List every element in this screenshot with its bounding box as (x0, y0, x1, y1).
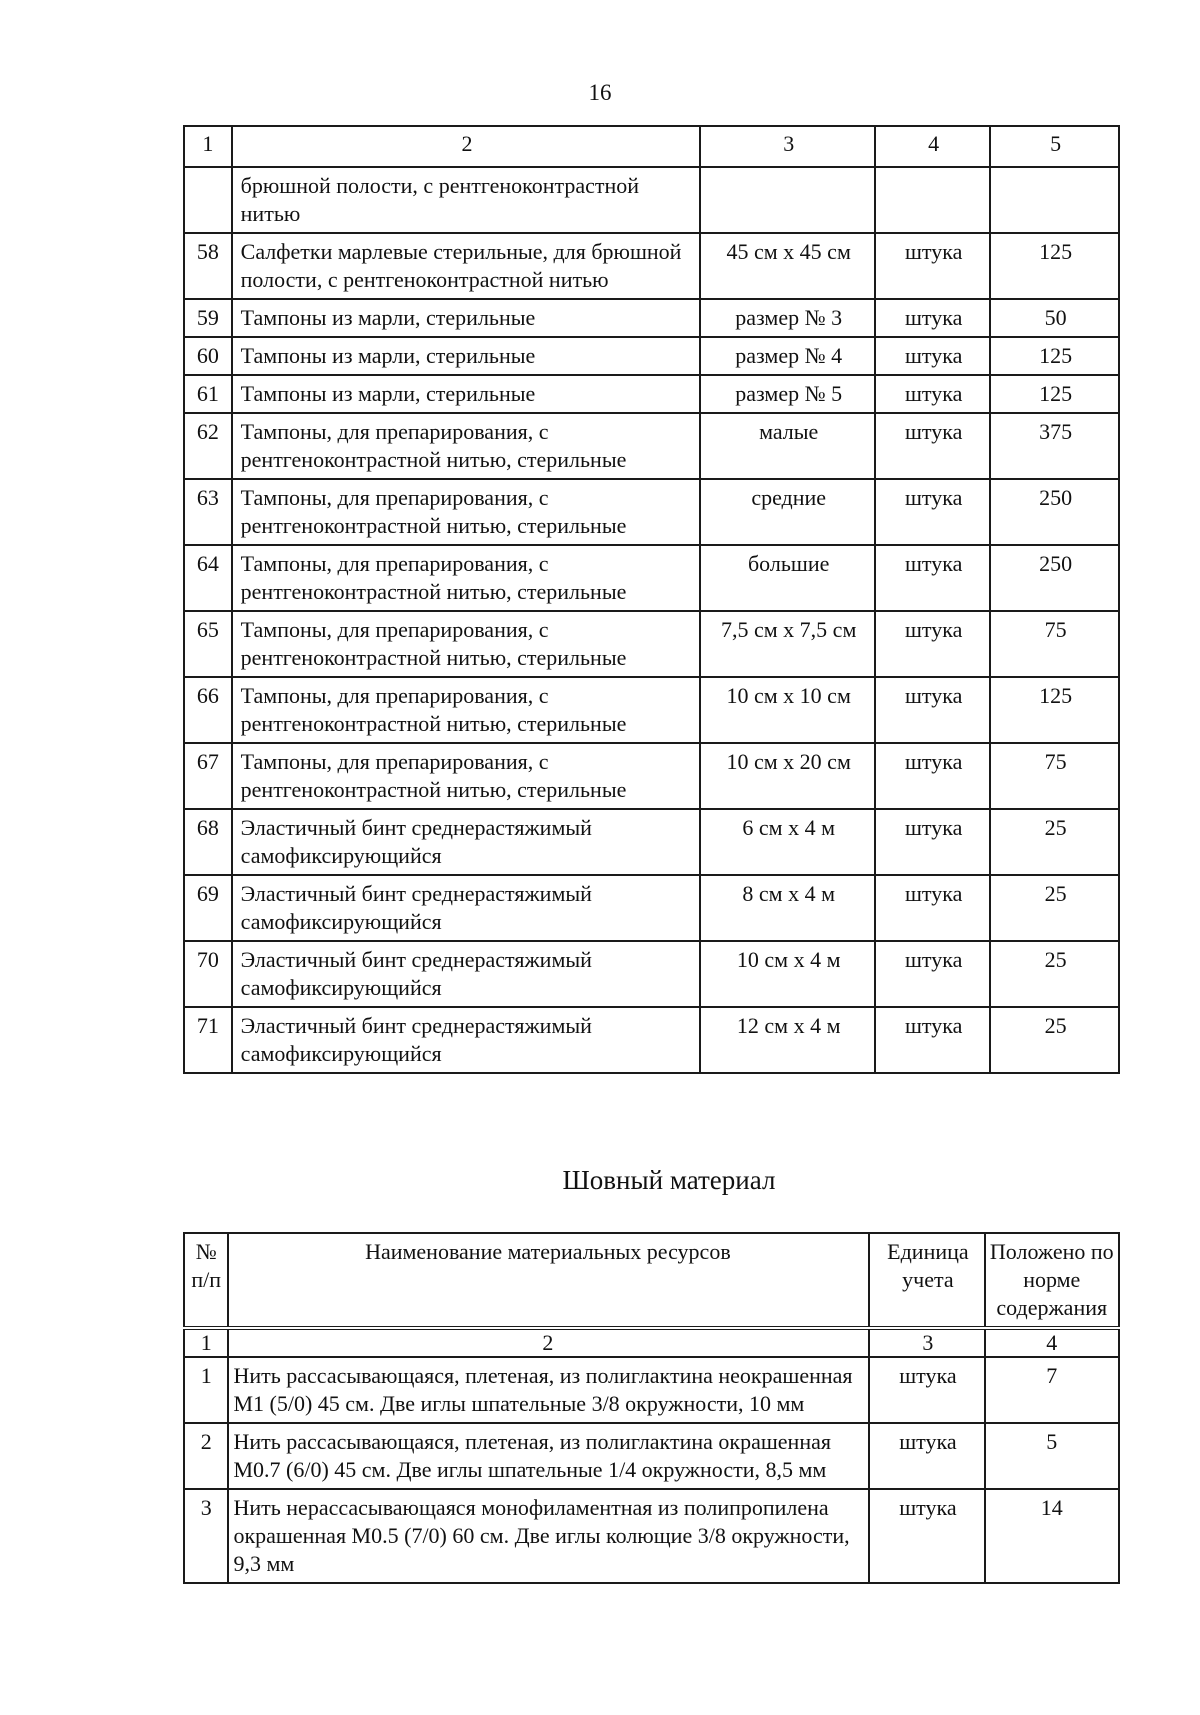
header-name-column: Наименование материальных ресурсов (228, 1233, 869, 1328)
item-name: Эластичный бинт среднерастяжимый самофиксирующийся (232, 809, 701, 875)
row-number: 67 (184, 743, 232, 809)
item-name: Тампоны из марли, стерильные (232, 299, 701, 337)
table-row (184, 1357, 1119, 1423)
item-qty: 250 (990, 479, 1119, 545)
item-size: размер № 4 (700, 337, 875, 375)
item-size: размер № 3 (700, 299, 875, 337)
item-name: Тампоны, для препарирования, с рентгеноконтрастной нитью, стерильные (232, 677, 701, 743)
item-name: Салфетки марлевые стерильные, для брюшной полости, с рентгеноконтрастной нитью (232, 233, 701, 299)
item-name: Эластичный бинт среднерастяжимый самофиксирующийся (232, 1007, 701, 1073)
item-qty: 375 (990, 413, 1119, 479)
header-number-column: № п/п (184, 1233, 228, 1328)
row-number: 2 (184, 1423, 228, 1489)
item-unit: штука (875, 875, 990, 941)
item-name: Тампоны, для препарирования, с рентгеноконтрастной нитью, стерильные (232, 743, 701, 809)
item-qty: 50 (990, 299, 1119, 337)
item-unit: штука (875, 375, 990, 413)
item-size: 10 см х 4 м (700, 941, 875, 1007)
table-row (184, 167, 1119, 233)
materials-table (183, 125, 1120, 1074)
table-row (184, 809, 1119, 875)
item-name: Нить нерассасывающаяся монофиламентная из полипропилена окрашенная M0.5 (7/0) 60 см. Две иглы колющие 3/8 окружности, 9,3 мм (228, 1489, 869, 1583)
item-size: 45 см х 45 см (700, 233, 875, 299)
item-unit: штука (875, 479, 990, 545)
row-number: 63 (184, 479, 232, 545)
table-row (184, 337, 1119, 375)
item-unit: штука (875, 299, 990, 337)
suture-material-table (183, 1232, 1120, 1584)
item-unit: штука (869, 1357, 984, 1423)
item-qty: 250 (990, 545, 1119, 611)
row-number: 66 (184, 677, 232, 743)
table-row (184, 875, 1119, 941)
item-qty: 125 (990, 337, 1119, 375)
item-unit: штука (875, 809, 990, 875)
item-name: Тампоны из марли, стерильные (232, 337, 701, 375)
item-unit: штука (875, 545, 990, 611)
item-size: 10 см х 20 см (700, 743, 875, 809)
header-norm-column: Положено по норме содержания (985, 1233, 1119, 1328)
item-unit: штука (875, 233, 990, 299)
item-size: 7,5 см х 7,5 см (700, 611, 875, 677)
item-qty: 25 (990, 1007, 1119, 1073)
item-qty: 25 (990, 809, 1119, 875)
item-name: брюшной полости, с рентгеноконтрастной нитью (232, 167, 701, 233)
item-qty: 125 (990, 677, 1119, 743)
column-number: 1 (184, 1328, 228, 1357)
table-row (184, 1489, 1119, 1583)
section-title: Шовный материал (562, 1165, 776, 1195)
item-size: 8 см х 4 м (700, 875, 875, 941)
row-number: 65 (184, 611, 232, 677)
item-name: Тампоны, для препарирования, с рентгеноконтрастной нитью, стерильные (232, 545, 701, 611)
row-number: 70 (184, 941, 232, 1007)
item-unit: штука (875, 611, 990, 677)
item-name: Тампоны, для препарирования, с рентгеноконтрастной нитью, стерильные (232, 479, 701, 545)
table-row (184, 743, 1119, 809)
header-cell-1: 1 (184, 126, 232, 167)
item-name: Тампоны, для препарирования, с рентгеноконтрастной нитью, стерильные (232, 611, 701, 677)
row-number: 62 (184, 413, 232, 479)
item-qty: 14 (985, 1489, 1119, 1583)
row-number: 59 (184, 299, 232, 337)
item-name: Тампоны из марли, стерильные (232, 375, 701, 413)
item-qty: 25 (990, 875, 1119, 941)
item-name: Нить рассасывающаяся, плетеная, из полиглактина окрашенная M0.7 (6/0) 45 см. Две иглы шпательные 1/4 окружности, 8,5 мм (228, 1423, 869, 1489)
header-cell-2: 2 (232, 126, 701, 167)
item-qty: 75 (990, 611, 1119, 677)
row-number: 71 (184, 1007, 232, 1073)
item-name: Нить рассасывающаяся, плетеная, из полиглактина неокрашенная M1 (5/0) 45 см. Две иглы шпательные 3/8 окружности, 10 мм (228, 1357, 869, 1423)
item-size: большие (700, 545, 875, 611)
item-unit: штука (875, 413, 990, 479)
header-cell-4: 4 (875, 126, 990, 167)
item-unit: штука (875, 677, 990, 743)
column-number: 3 (869, 1328, 984, 1357)
item-qty: 75 (990, 743, 1119, 809)
item-size: малые (700, 413, 875, 479)
item-qty: 25 (990, 941, 1119, 1007)
suture-table-header (184, 1233, 1119, 1328)
header-cell-3: 3 (700, 126, 875, 167)
row-number: 1 (184, 1357, 228, 1423)
item-unit: штука (875, 337, 990, 375)
item-size: средние (700, 479, 875, 545)
item-qty: 7 (985, 1357, 1119, 1423)
table-row (184, 413, 1119, 479)
row-number: 64 (184, 545, 232, 611)
table-row (184, 1423, 1119, 1489)
table-row (184, 941, 1119, 1007)
column-numbering-row (184, 1328, 1119, 1357)
page-number: 16 (588, 80, 612, 105)
item-qty: 5 (985, 1423, 1119, 1489)
item-size: 10 см х 10 см (700, 677, 875, 743)
row-number: 58 (184, 233, 232, 299)
item-size (700, 167, 875, 233)
row-number (184, 167, 232, 233)
item-qty: 125 (990, 375, 1119, 413)
header-cell-5: 5 (990, 126, 1119, 167)
row-number: 60 (184, 337, 232, 375)
item-size: размер № 5 (700, 375, 875, 413)
item-size: 12 см х 4 м (700, 1007, 875, 1073)
table-row (184, 1007, 1119, 1073)
column-number: 4 (985, 1328, 1119, 1357)
header-unit-column: Единица учета (869, 1233, 984, 1328)
table-row (184, 677, 1119, 743)
row-number: 3 (184, 1489, 228, 1583)
table-row (184, 233, 1119, 299)
table-row (184, 375, 1119, 413)
row-number: 61 (184, 375, 232, 413)
table-row (184, 545, 1119, 611)
item-name: Тампоны, для препарирования, с рентгеноконтрастной нитью, стерильные (232, 413, 701, 479)
item-unit (875, 167, 990, 233)
item-unit: штука (875, 1007, 990, 1073)
table-row (184, 479, 1119, 545)
item-unit: штука (869, 1489, 984, 1583)
item-unit: штука (875, 743, 990, 809)
item-size: 6 см х 4 м (700, 809, 875, 875)
row-number: 68 (184, 809, 232, 875)
item-name: Эластичный бинт среднерастяжимый самофиксирующийся (232, 875, 701, 941)
item-qty: 125 (990, 233, 1119, 299)
column-number: 2 (228, 1328, 869, 1357)
table-row (184, 299, 1119, 337)
item-unit: штука (875, 941, 990, 1007)
row-number: 69 (184, 875, 232, 941)
item-qty (990, 167, 1119, 233)
item-name: Эластичный бинт среднерастяжимый самофиксирующийся (232, 941, 701, 1007)
item-unit: штука (869, 1423, 984, 1489)
table-row (184, 611, 1119, 677)
table-header-row (184, 126, 1119, 167)
